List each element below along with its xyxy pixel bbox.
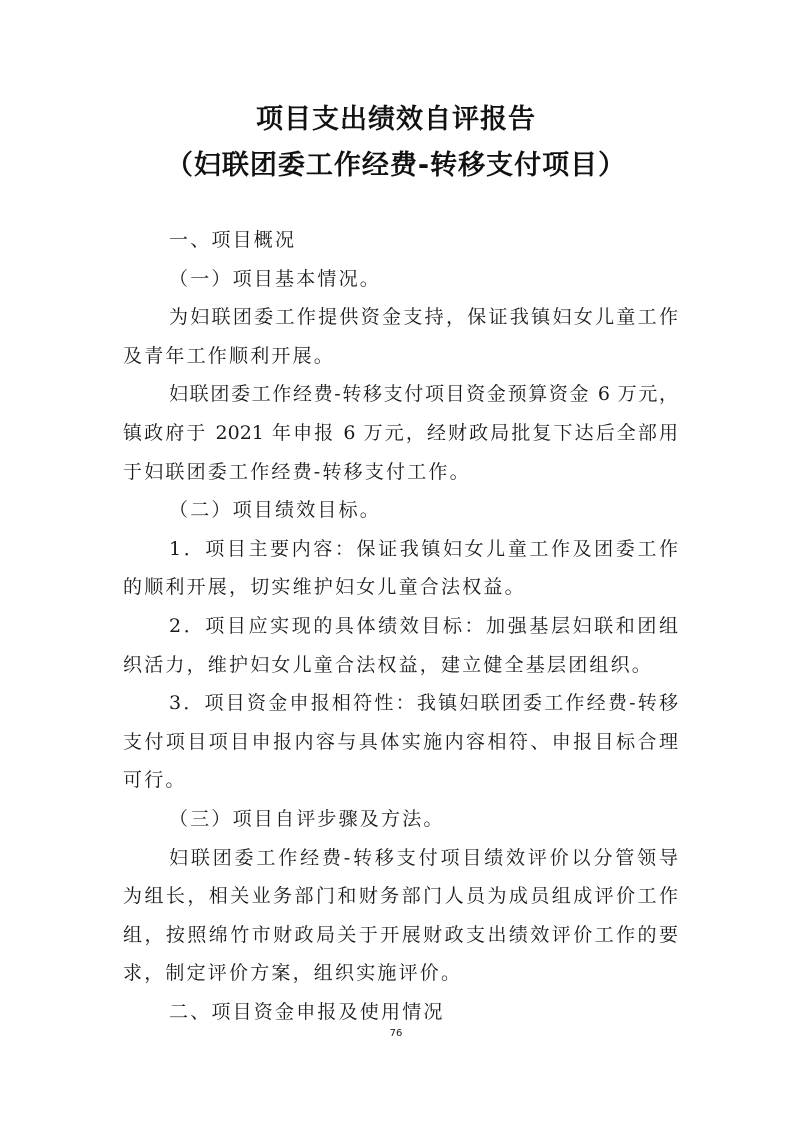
paragraph-line: 于妇联团委工作经费-转移支付工作。: [123, 460, 471, 483]
paragraph-line: 2．项目应实现的具体绩效目标：加强基层妇联和团组: [169, 614, 678, 637]
paragraph-line: 妇联团委工作经费-转移支付项目绩效评价以分管领导: [169, 846, 678, 869]
paragraph-line: 的顺利开展，切实维护妇女儿童合法权益。: [123, 576, 526, 599]
document-subtitle: （妇联团委工作经费-转移支付项目）: [165, 150, 627, 181]
paragraph-line: 支付项目项目申报内容与具体实施内容相符、申报目标合理: [123, 730, 678, 753]
paragraph-line: 组，按照绵竹市财政局关于开展财政支出绩效评价工作的要: [123, 923, 678, 946]
subsection-heading-performance-goals: （二）项目绩效目标。: [169, 499, 382, 522]
paragraph-line: 镇政府于 2021 年申报 6 万元，经财政局批复下达后全部用: [123, 421, 678, 444]
paragraph-line: 3．项目资金申报相符性：我镇妇联团委工作经费-转移: [169, 692, 678, 715]
subsection-heading-self-evaluation: （三）项目自评步骤及方法。: [169, 807, 445, 830]
paragraph-line: 求，制定评价方案，组织实施评价。: [123, 962, 463, 985]
section-heading-project-overview: 一、项目概况: [169, 229, 297, 251]
subsection-heading-basic-info: （一）项目基本情况。: [169, 267, 382, 290]
document-body: [123, 221, 678, 1031]
paragraph-line: 妇联团委工作经费-转移支付项目资金预算资金 6 万元，: [169, 383, 678, 406]
paragraph-line: 织活力，维护妇女儿童合法权益，建立健全基层团组织。: [123, 653, 654, 676]
paragraph-line: 为组长，相关业务部门和财务部门人员为成员组成评价工作: [123, 885, 678, 908]
section-heading-funding: 二、项目资金申报及使用情况: [169, 1000, 445, 1023]
paragraph-line: 1．项目主要内容：保证我镇妇女儿童工作及团委工作: [169, 537, 678, 560]
page-number: 76: [389, 1028, 403, 1039]
paragraph-line: 为妇联团委工作提供资金支持，保证我镇妇女儿童工作: [169, 306, 678, 329]
paragraph-line: 及青年工作顺利开展。: [123, 344, 336, 367]
document-title: 项目支出绩效自评报告: [256, 104, 536, 135]
paragraph-line: 可行。: [123, 769, 187, 792]
